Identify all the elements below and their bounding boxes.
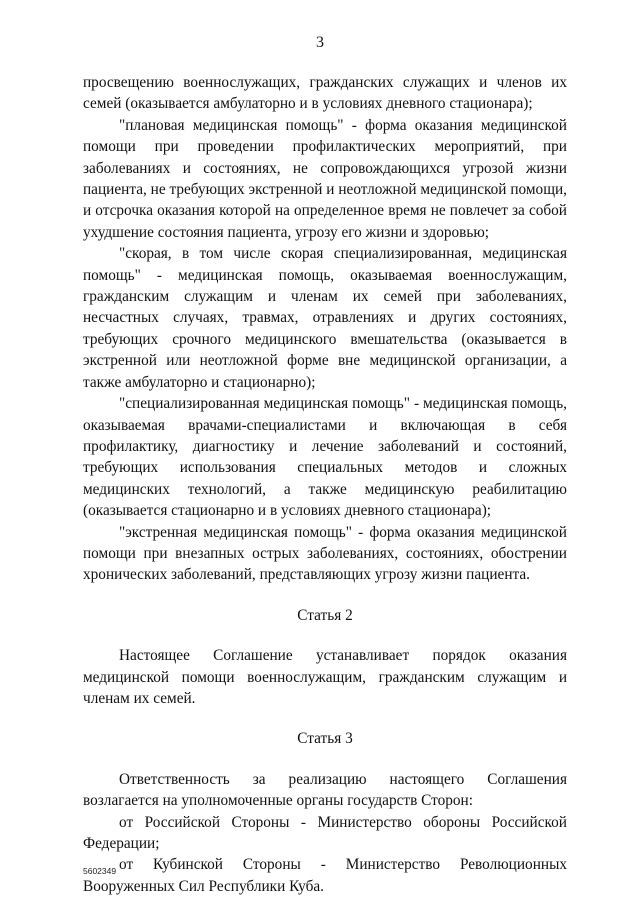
paragraph: Настоящее Соглашение устанавливает порядок оказания медицинской помощи военнослужащим, гражданским служащим и членам их семей. bbox=[83, 647, 567, 707]
article-heading: Статья 2 bbox=[297, 606, 353, 624]
paragraph: от Российской Стороны - Министерство обороны Российской Федерации; bbox=[83, 813, 567, 852]
paragraph: "специализированная медицинская помощь" - медицинская помощь, оказываемая врачами-специалистами и включающая в себя профилактику, диагностику и лечение заболеваний и состояний, требующих использования специальных методов и сложных медицинских технологий, а также медицинскую реабилитацию (оказывается стационарно и в условиях дневного стационара); bbox=[83, 395, 567, 520]
paragraph: Ответственность за реализацию настоящего Соглашения возлагается на уполномоченные органы государств Сторон: bbox=[83, 770, 567, 810]
document-code: 5602349 bbox=[83, 866, 117, 876]
paragraph: от Кубинской Стороны - Министерство Революционных Вооруженных Сил Республики Куба. bbox=[83, 856, 567, 895]
paragraph: "плановая медицинская помощь" - форма оказания медицинской помощи при проведении профилактических мероприятий, при заболеваниях и состояниях, не сопровождающихся угрозой жизни пациента, не требующих экстренной и неотложной медицинской помощи, и отсрочка оказания которой на определенное время не повлечет за собой ухудшение состояния пациента, угрозу его жизни и здоровью; bbox=[83, 116, 567, 241]
paragraph: "экстренная медицинская помощь" - форма оказания медицинской помощи при внезапных острых заболеваниях, состояниях, обострении хронических заболеваний, представляющих угрозу жизни пациента. bbox=[83, 523, 567, 584]
paragraph: "скорая, в том числе скорая специализированная, медицинская помощь" - медицинская помощь, оказываемая военнослужащим, гражданским служащим и членам их семей при заболеваниях, несчастных случаях, травмах, отравлениях и других состояниях, требующих срочного медицинского вмешательства (оказывается в экстренной или неотложной форме вне медицинской организации, а также амбулаторно и стационарно); bbox=[83, 245, 567, 391]
article-heading: Статья 3 bbox=[297, 730, 353, 748]
page-number: 3 bbox=[316, 34, 324, 51]
paragraph: просвещению военнослужащих, гражданских служащих и членов их семей (оказывается амбулаторно и в условиях дневного стационара); bbox=[83, 74, 567, 113]
document-body bbox=[83, 72, 567, 897]
